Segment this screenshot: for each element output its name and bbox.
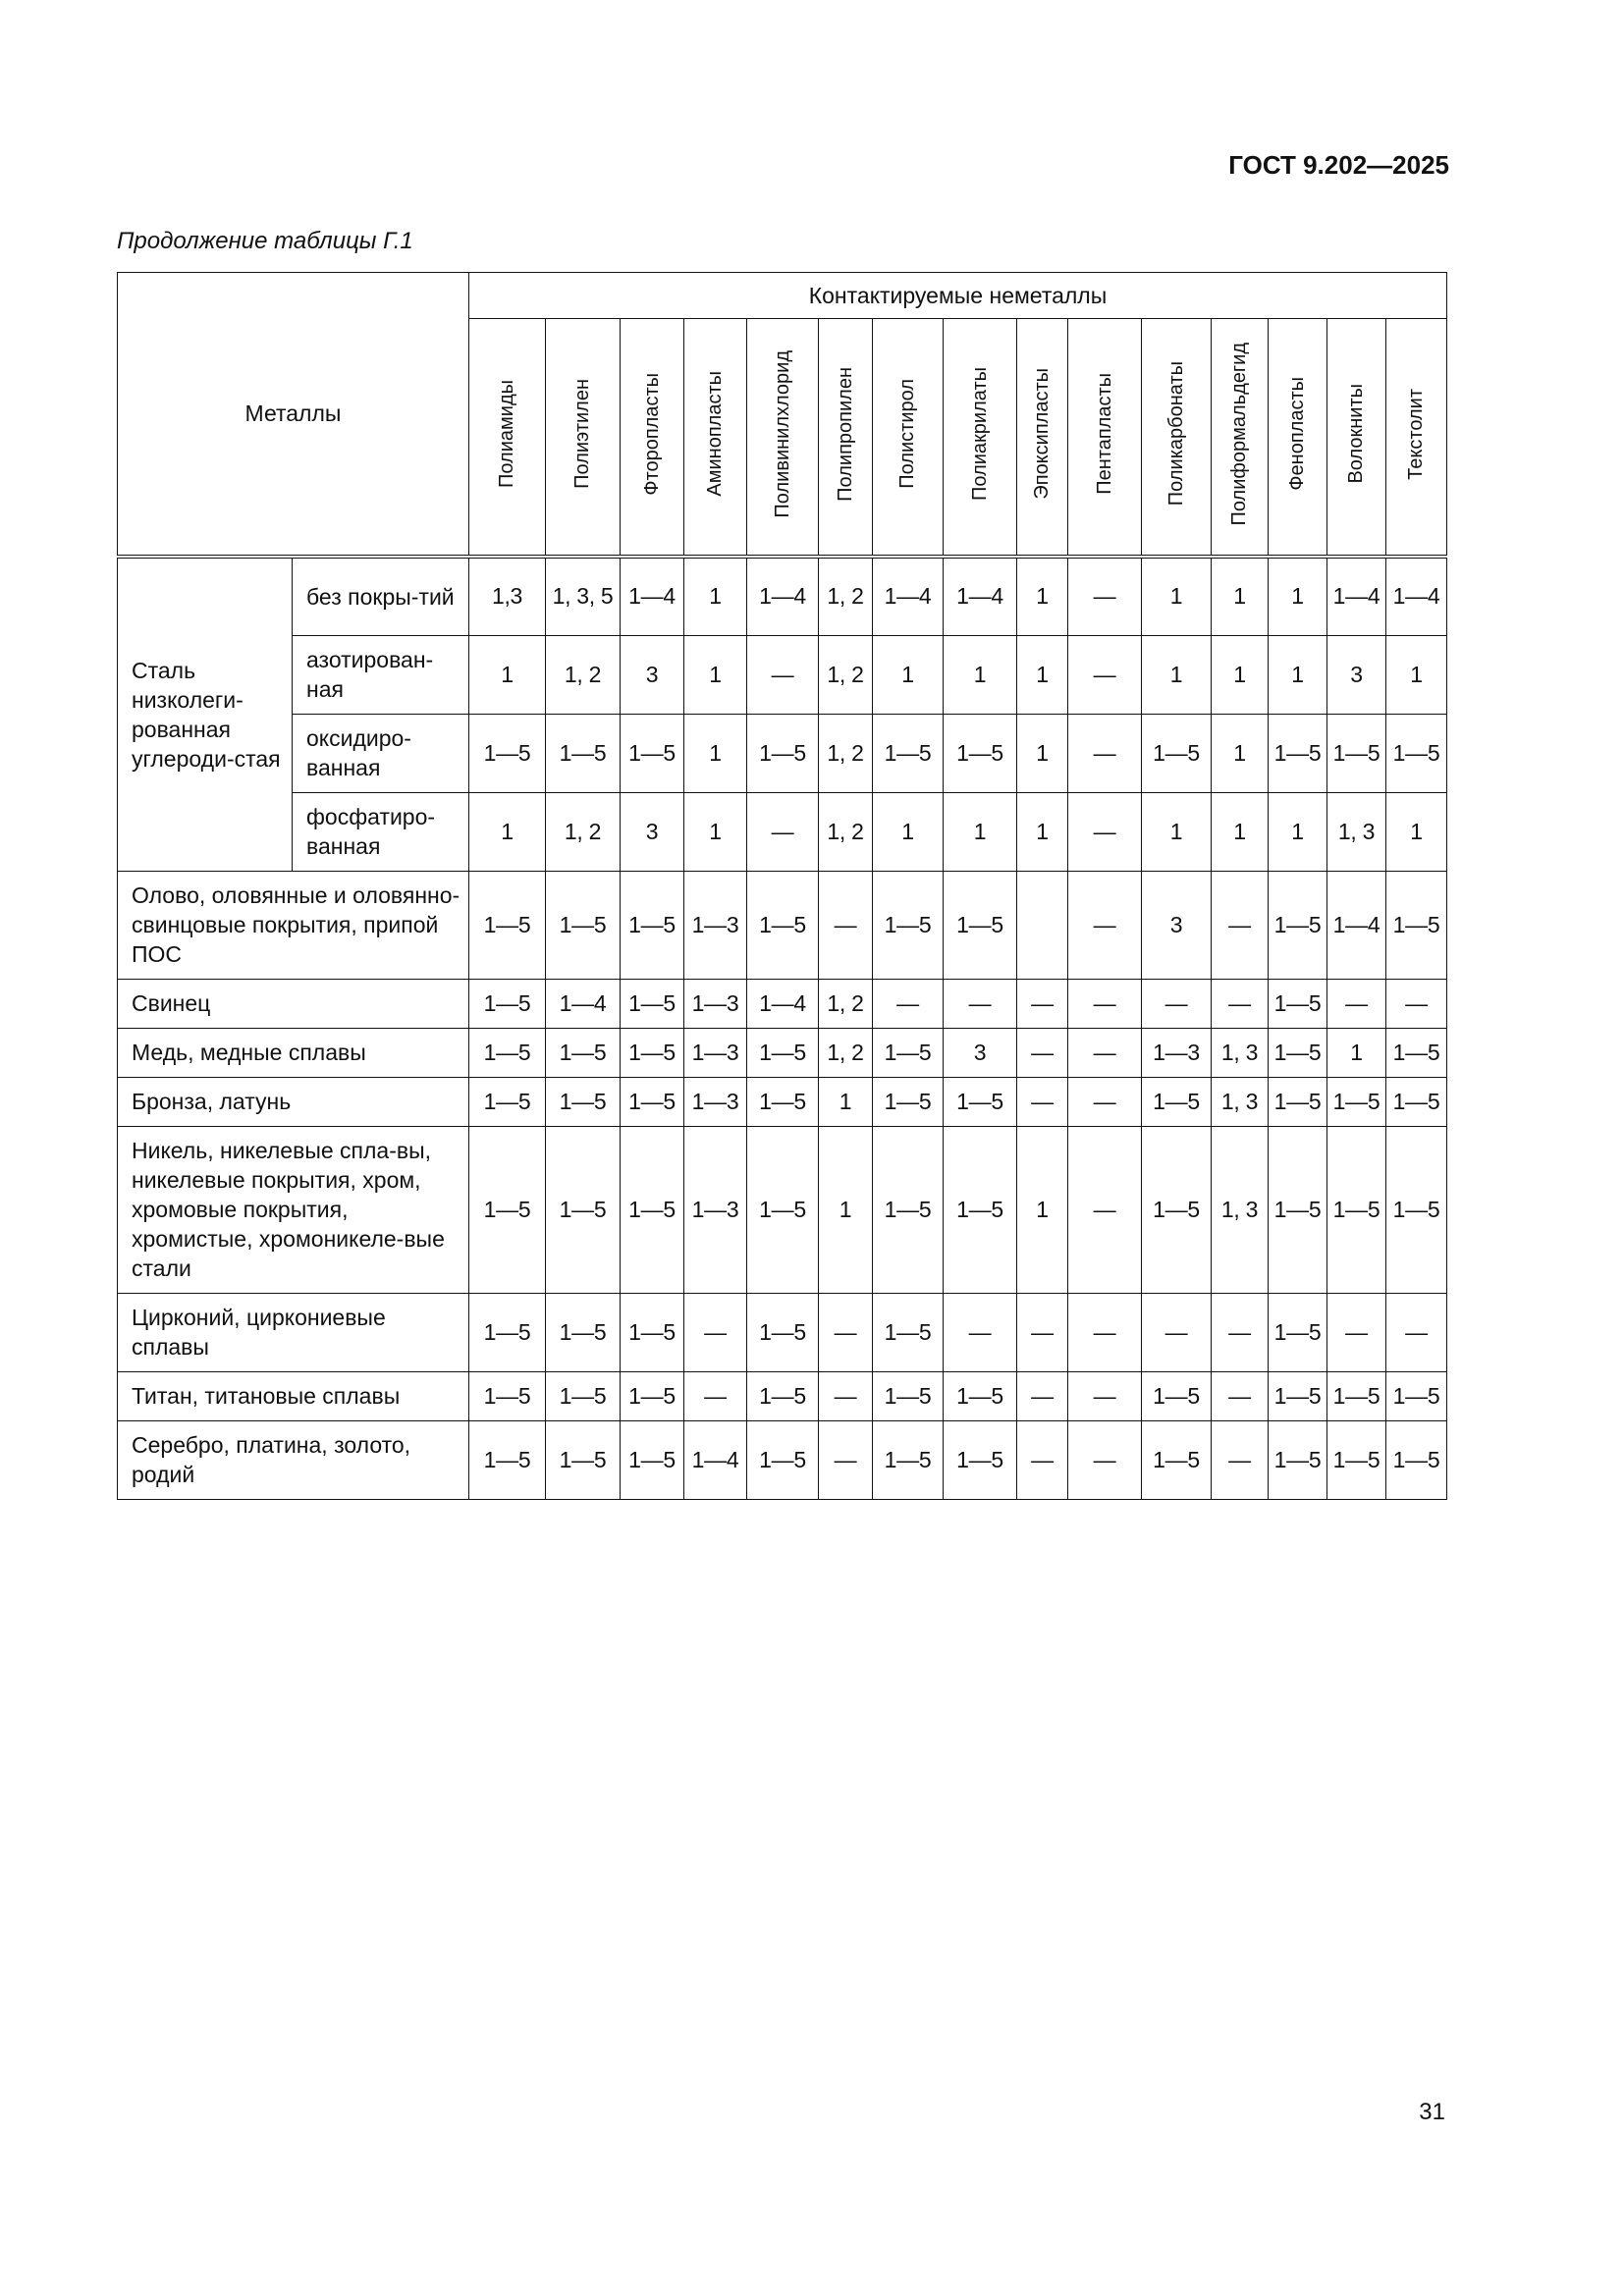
table-cell: 1, 2 [546,792,621,871]
table-cell: — [944,979,1017,1028]
table-cell: 1—5 [1327,1371,1386,1420]
table-cell: 1—3 [684,979,747,1028]
page-number: 31 [1419,2099,1445,2125]
table-cell: 1 [873,635,944,714]
table-cell: 1—5 [1386,714,1447,792]
table-cell: 1 [1017,635,1068,714]
table-cell: — [1386,979,1447,1028]
column-header [1142,319,1212,558]
column-header [1212,319,1269,558]
steel-group-label: Сталь низколеги-рованная углероди-стая [118,557,293,871]
table-cell: 1 [1327,1028,1386,1077]
table-cell: — [1068,1126,1142,1293]
column-header-label: Фенопласты [1286,377,1308,491]
table-cell: 1—5 [1386,1126,1447,1293]
column-header-label: Текстолит [1405,388,1427,480]
table-cell: 3 [944,1028,1017,1077]
column-header-label: Эпоксипласты [1031,368,1053,500]
table-cell: — [1068,871,1142,979]
table-cell: 1—5 [546,1126,621,1293]
table-cell: 1—5 [1142,1371,1212,1420]
column-header-label: Поликарбонаты [1164,361,1187,507]
table-cell: 1 [469,635,546,714]
table-cell: 1—5 [873,1293,944,1371]
table-cell: 1 [1142,792,1212,871]
table-cell: 1—5 [1269,714,1327,792]
table-cell: — [1212,1420,1269,1499]
table-cell: 1—5 [621,1028,684,1077]
table-cell: 1—5 [621,714,684,792]
compatibility-table [117,272,1447,1500]
table-cell: 1—5 [1269,871,1327,979]
table-cell: 1, 3 [1327,792,1386,871]
column-header-label: Поливинилхлорид [771,349,793,518]
table-cell: 1—5 [873,1126,944,1293]
table-cell: 1 [1017,792,1068,871]
table-cell: 1, 2 [819,714,873,792]
table-cell: 1, 2 [819,557,873,635]
table-cell: 1—5 [944,871,1017,979]
metal-label: Титан, титановые сплавы [118,1371,469,1420]
table-cell: 1—5 [873,1371,944,1420]
table-cell: 1—4 [546,979,621,1028]
table-cell: 1—5 [546,1293,621,1371]
table-cell: 1—5 [621,1126,684,1293]
table-cell: 1—4 [1386,557,1447,635]
table-cell: 1—5 [1386,1420,1447,1499]
table-cell [1017,871,1068,979]
table-cell: 1—5 [469,1293,546,1371]
table-cell: 1—5 [1142,714,1212,792]
table-cell: 1, 3 [1212,1077,1269,1126]
table-cell: 1—5 [1269,1028,1327,1077]
table-cell: — [944,1293,1017,1371]
column-header [944,319,1017,558]
table-cell: 1—5 [944,714,1017,792]
table-cell: 1—5 [469,1028,546,1077]
table-row [118,979,1447,1028]
table-cell: 1 [684,635,747,714]
table-cell: — [1068,1028,1142,1077]
table-cell: 1—5 [944,1077,1017,1126]
table-row [118,1028,1447,1077]
table-cell: — [1017,1371,1068,1420]
metal-label: Никель, никелевые спла-вы, никелевые покрытия, хром, хромовые покрытия, хромистые, хромоникеле-вые стали [118,1126,469,1293]
table-cell: 1, 3 [1212,1126,1269,1293]
table-cell: 1 [944,792,1017,871]
column-header [1269,319,1327,558]
table-cell: 3 [1142,871,1212,979]
table-cell: 1—5 [546,1028,621,1077]
column-header [1386,319,1447,558]
table-cell: 1—3 [1142,1028,1212,1077]
table-cell: — [1068,635,1142,714]
document-code: ГОСТ 9.202—2025 [1228,150,1449,180]
table-cell: 1,3 [469,557,546,635]
column-header-label: Полипропилен [834,366,856,502]
steel-subtype-label: азотирован-ная [293,635,469,714]
table-cell: 1—5 [873,1420,944,1499]
table-row [118,714,1447,792]
table-cell: 1—5 [1142,1077,1212,1126]
table-cell: 1—5 [621,1293,684,1371]
table-cell: 1—5 [1142,1126,1212,1293]
table-cell: — [747,792,819,871]
table-cell: — [684,1371,747,1420]
table-row [118,1371,1447,1420]
table-cell: 1 [1017,1126,1068,1293]
table-cell: 1—5 [1327,1077,1386,1126]
table-cell: 1—5 [469,871,546,979]
table-cell: 1—5 [621,979,684,1028]
table-cell: — [1017,1420,1068,1499]
table-cell: 1—5 [1386,1371,1447,1420]
table-row [118,635,1447,714]
table-cell: — [1068,714,1142,792]
table-container [117,272,1447,1500]
column-header-label: Полиформальдегид [1228,342,1250,526]
table-cell: 1—5 [1327,1126,1386,1293]
table-cell: 3 [621,792,684,871]
table-row [118,1293,1447,1371]
table-cell: 1—5 [747,1420,819,1499]
table-cell: 1—5 [1386,871,1447,979]
table-cell: 1—3 [684,1126,747,1293]
column-header [819,319,873,558]
table-cell: 1—5 [546,714,621,792]
table-cell: 1—5 [747,1126,819,1293]
table-row [118,1126,1447,1293]
table-cell: 1—4 [747,557,819,635]
table-cell: 1—4 [621,557,684,635]
table-row [118,557,1447,635]
steel-subtype-label: без покры-тий [293,557,469,635]
nonmetals-group-header: Контактируемые неметаллы [469,273,1447,319]
table-cell: 1—5 [1269,1371,1327,1420]
table-cell: 1 [1212,714,1269,792]
table-cell: — [684,1293,747,1371]
metal-label: Цирконий, циркониевые сплавы [118,1293,469,1371]
table-cell: 1—5 [1327,714,1386,792]
table-row [118,792,1447,871]
table-cell: 1—5 [1327,1420,1386,1499]
table-row [118,871,1447,979]
table-cell: — [819,1371,873,1420]
table-caption: Продолжение таблицы Г.1 [117,228,413,254]
column-header [1017,319,1068,558]
table-cell: — [1068,792,1142,871]
table-cell: — [1017,1028,1068,1077]
table-cell: 1—5 [469,1126,546,1293]
table-cell: 1 [684,557,747,635]
table-cell: 1—5 [546,1371,621,1420]
table-cell: 1—4 [1327,557,1386,635]
table-cell: 1—5 [469,1077,546,1126]
column-header [873,319,944,558]
table-cell: 1—5 [1269,1077,1327,1126]
column-header [747,319,819,558]
table-cell: 1—3 [684,1028,747,1077]
table-cell: — [1017,1077,1068,1126]
table-cell: 1—3 [684,1077,747,1126]
table-cell: 1—5 [621,1420,684,1499]
table-cell: — [1212,1371,1269,1420]
table-cell: 1—5 [621,1371,684,1420]
table-cell: 1, 2 [819,979,873,1028]
table-cell: 1 [684,792,747,871]
metal-label: Медь, медные сплавы [118,1028,469,1077]
column-header-label: Полистирол [896,379,918,489]
table-cell: 1 [873,792,944,871]
steel-subtype-label: оксидиро-ванная [293,714,469,792]
table-cell: 1 [1017,557,1068,635]
table-cell: 1—5 [747,1293,819,1371]
table-cell: — [1017,1293,1068,1371]
table-cell: — [1142,1293,1212,1371]
metal-label: Свинец [118,979,469,1028]
table-cell: 1—5 [546,871,621,979]
table-cell: — [1212,871,1269,979]
table-cell: 1 [1142,635,1212,714]
table-cell: 1—5 [747,714,819,792]
table-cell: 1, 2 [546,635,621,714]
table-cell: — [1327,979,1386,1028]
table-cell: 1—5 [546,1420,621,1499]
table-cell: 1 [1017,714,1068,792]
column-header [621,319,684,558]
table-cell: 1—5 [1386,1028,1447,1077]
table-cell: 1 [1142,557,1212,635]
table-cell: 1—5 [469,1371,546,1420]
table-cell: — [873,979,944,1028]
table-cell: 1 [1269,635,1327,714]
metal-label: Олово, оловянные и оловянно-свинцовые покрытия, припой ПОС [118,871,469,979]
steel-subtype-label: фосфатиро-ванная [293,792,469,871]
column-header [1327,319,1386,558]
table-cell: 1 [1212,792,1269,871]
table-cell: 1—5 [747,1077,819,1126]
column-header-label: Полиамиды [496,380,517,488]
table-cell: 1 [1212,635,1269,714]
column-header-label: Полиакрилаты [968,367,991,501]
column-header [469,319,546,558]
table-cell: 1—4 [873,557,944,635]
table-cell: — [819,1293,873,1371]
table-cell: 3 [621,635,684,714]
table-cell: 1—5 [944,1371,1017,1420]
table-cell: 1—5 [747,1371,819,1420]
table-cell: 1 [819,1077,873,1126]
column-header-label: Аминопласты [704,371,726,497]
column-header-label: Полиэтилен [571,379,593,489]
table-cell: — [1068,557,1142,635]
table-cell: — [1068,1420,1142,1499]
table-cell: 1, 2 [819,1028,873,1077]
table-cell: — [1017,979,1068,1028]
table-cell: 1—5 [1269,979,1327,1028]
table-cell: — [1142,979,1212,1028]
table-cell: — [819,871,873,979]
table-cell: 1—5 [873,714,944,792]
table-cell: 1, 2 [819,635,873,714]
column-header [1068,319,1142,558]
table-cell: 1—5 [747,871,819,979]
column-header-label: Фторопласты [640,372,663,496]
table-cell: — [1386,1293,1447,1371]
table-cell: 1—5 [1269,1293,1327,1371]
table-cell: 1—5 [747,1028,819,1077]
table-cell: 1—5 [944,1420,1017,1499]
metal-label: Серебро, платина, золото, родий [118,1420,469,1499]
table-cell: 1 [1386,635,1447,714]
table-cell: 1 [944,635,1017,714]
column-header [546,319,621,558]
table-row [118,1420,1447,1499]
metals-header: Металлы [118,273,469,558]
column-header-label: Волокниты [1345,384,1367,484]
table-cell: 1, 2 [819,792,873,871]
table-cell: — [819,1420,873,1499]
table-cell: 1—5 [1386,1077,1447,1126]
table-cell: 1, 3 [1212,1028,1269,1077]
table-cell: — [1212,1293,1269,1371]
table-cell: 1 [1212,557,1269,635]
table-cell: 1 [1269,792,1327,871]
table-cell: 1—5 [873,1077,944,1126]
table-cell: 1 [1269,557,1327,635]
table-cell: — [1068,1077,1142,1126]
table-cell: — [1327,1293,1386,1371]
table-cell: 1—4 [684,1420,747,1499]
table-cell: 1—5 [469,979,546,1028]
table-cell: 1 [819,1126,873,1293]
table-cell: 1 [684,714,747,792]
table-cell: 1—5 [469,714,546,792]
table-cell: 1—5 [621,871,684,979]
table-cell: — [1068,979,1142,1028]
metal-label: Бронза, латунь [118,1077,469,1126]
table-cell: 1 [1386,792,1447,871]
table-cell: 1—5 [873,871,944,979]
table-cell: 1—4 [944,557,1017,635]
table-cell: 1, 3, 5 [546,557,621,635]
table-cell: 3 [1327,635,1386,714]
column-header [684,319,747,558]
table-cell: 1 [469,792,546,871]
table-cell: 1—3 [684,871,747,979]
table-cell: 1—5 [469,1420,546,1499]
table-cell: 1—5 [1269,1126,1327,1293]
table-cell: — [747,635,819,714]
table-cell: — [1212,979,1269,1028]
column-header-label: Пентапласты [1093,373,1115,495]
table-row [118,1077,1447,1126]
table-cell: 1—4 [1327,871,1386,979]
table-cell: — [1068,1293,1142,1371]
table-cell: 1—5 [944,1126,1017,1293]
table-cell: 1—5 [873,1028,944,1077]
table-cell: — [1068,1371,1142,1420]
table-cell: 1—5 [1142,1420,1212,1499]
table-cell: 1—4 [747,979,819,1028]
table-cell: 1—5 [1269,1420,1327,1499]
table-cell: 1—5 [546,1077,621,1126]
table-cell: 1—5 [621,1077,684,1126]
